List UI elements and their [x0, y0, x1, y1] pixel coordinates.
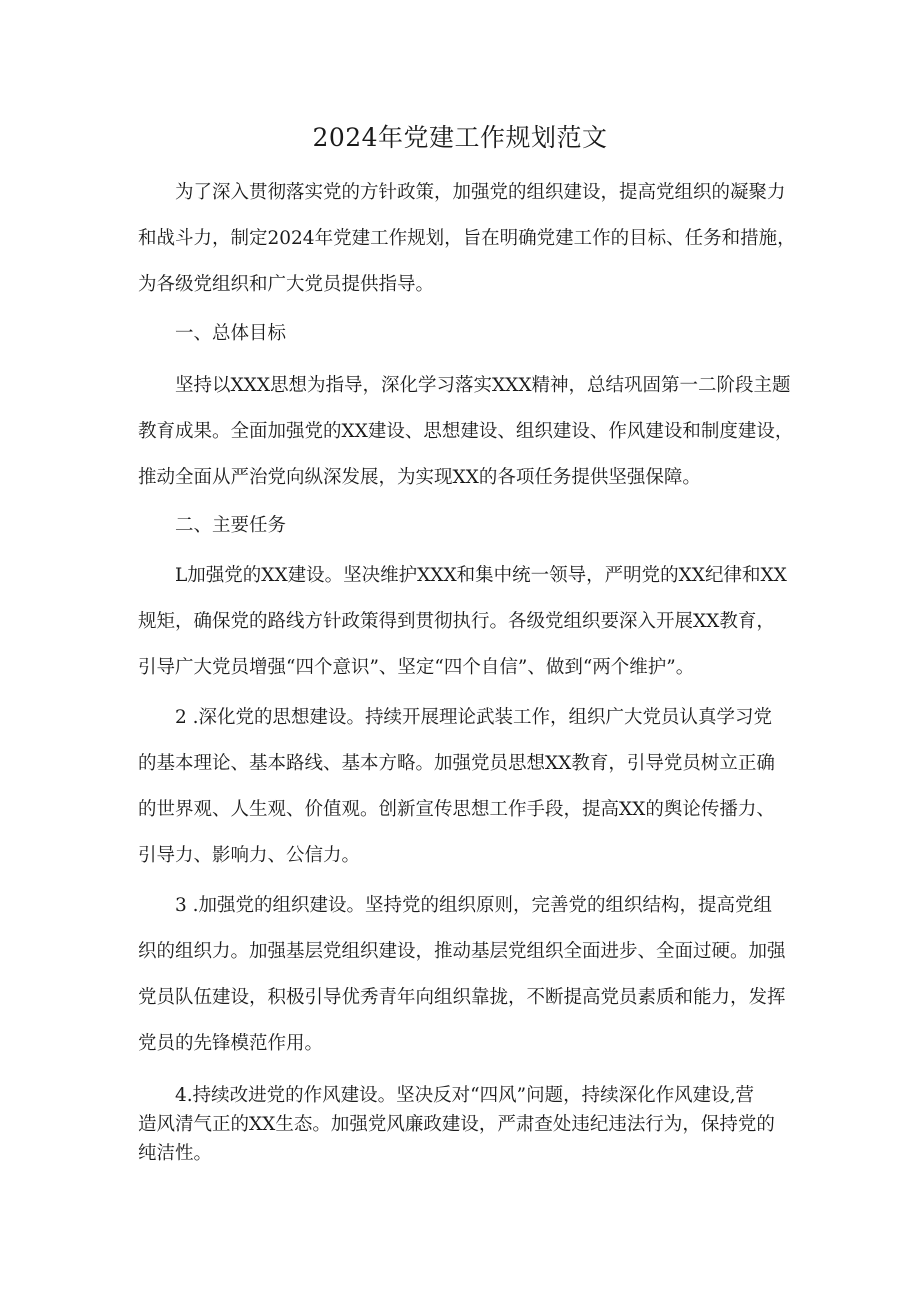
- intro-line: 为了深入贯彻落实党的方针政策，加强党的组织建设，提高党组织的凝聚力: [175, 182, 786, 203]
- paragraph-line: 2 .深化党的思想建设。持续开展理论武装工作，组织广大党员认真学习党: [175, 707, 773, 728]
- section-heading-main-tasks: 二、主要任务: [175, 515, 287, 536]
- paragraph-line: 纯洁性。: [138, 1143, 213, 1164]
- task-1-paragraph: [138, 553, 798, 691]
- paragraph-line: 3 .加强党的组织建设。坚持党的组织原则，完善党的组织结构，提高党组: [175, 895, 773, 916]
- paragraph-line: 党员队伍建设，积极引导优秀青年向组织靠拢，不断提高党员素质和能力，发挥: [138, 987, 786, 1008]
- paragraph-line: 教育成果。全面加强党的XX建设、思想建设、组织建设、作风建设和制度建设，: [138, 421, 794, 442]
- paragraph-line: 引导广大党员增强“四个意识”、坚定“四个自信”、做到“两个维护”。: [138, 657, 695, 678]
- paragraph-line: 推动全面从严治党向纵深发展，为实现XX的各项任务提供坚强保障。: [138, 467, 701, 488]
- document-title: 2024年党建工作规划范文: [312, 123, 608, 152]
- intro-line: 为各级党组织和广大党员提供指导。: [138, 274, 435, 295]
- paragraph-line: 织的组织力。加强基层党组织建设，推动基层党组织全面进步、全面过硬。加强: [138, 941, 786, 962]
- paragraph-line: 党员的先锋模范作用。: [138, 1033, 324, 1054]
- section-heading-overall-goal: 一、总体目标: [175, 323, 287, 344]
- paragraph-line: 坚持以XXX思想为指导，深化学习落实XXX精神，总结巩固第一二阶段主题: [175, 375, 791, 396]
- paragraph-line: 引导力、影响力、公信力。: [138, 845, 361, 866]
- task-3-paragraph: [138, 883, 798, 1067]
- paragraph-line: 的世界观、人生观、价值观。创新宣传思想工作手段，提高XX的舆论传播力、: [138, 799, 775, 820]
- paragraph-line: 造风清气正的XX生态。加强党风廉政建设，严肃查处违纪违法行为，保持党的: [138, 1114, 775, 1135]
- intro-line: 和战斗力，制定2024年党建工作规划，旨在明确党建工作的目标、任务和措施，: [138, 228, 796, 249]
- paragraph-line: L加强党的XX建设。坚决维护XXX和集中统一领导，严明党的XX纪律和XX: [175, 565, 787, 586]
- task-2-paragraph: [138, 695, 798, 879]
- paragraph-line: 规矩，确保党的路线方针政策得到贯彻执行。各级党组织要深入开展XX教育，: [138, 611, 775, 632]
- paragraph-line: 的基本理论、基本路线、基本方略。加强党员思想XX教育，引导党员树立正确: [138, 753, 775, 774]
- paragraph-line: 4.持续改进党的作风建设。坚决反对“四风”问题，持续深化作风建设,营: [175, 1085, 754, 1106]
- task-4-paragraph: [138, 1081, 798, 1168]
- intro-paragraph: [138, 170, 798, 308]
- overall-goal-paragraph: [138, 363, 798, 501]
